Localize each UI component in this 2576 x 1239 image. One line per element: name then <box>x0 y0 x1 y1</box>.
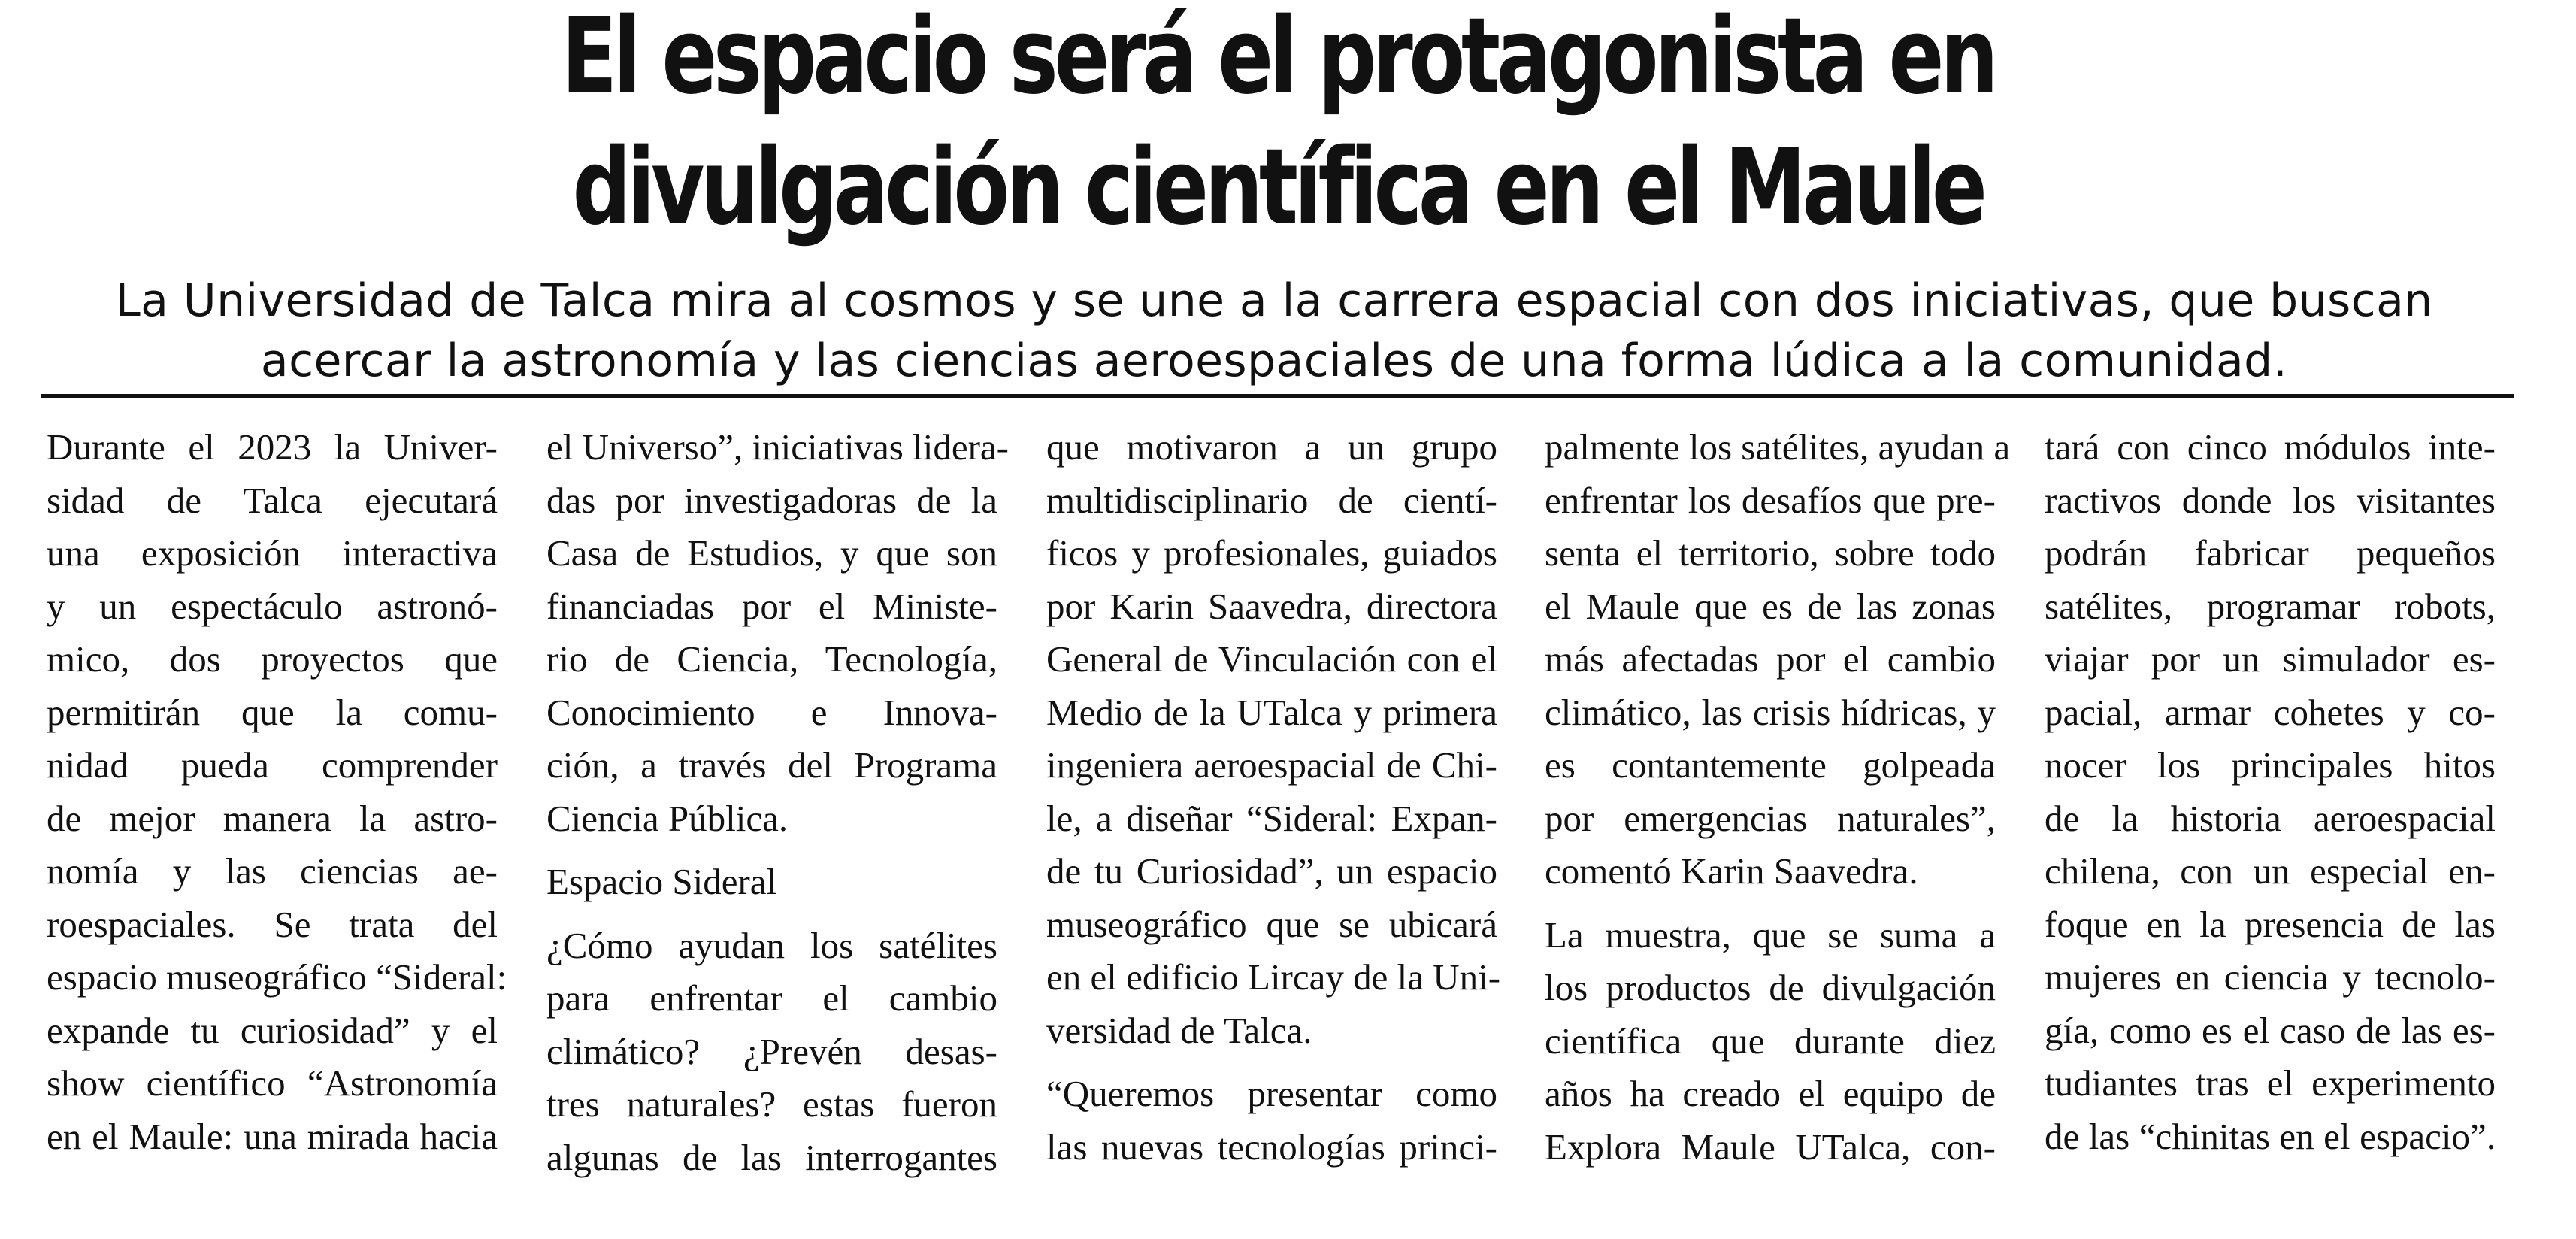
text-line: La muestra, que se suma a <box>1545 913 1996 956</box>
text-line: climático, las crisis hídricas, y <box>1545 691 1996 733</box>
text-line: mujeres en ciencia y tecnolo- <box>2045 956 2496 998</box>
text-line: años ha creado el equipo de <box>1545 1073 1996 1114</box>
text-line: el Maule que es de las zonas <box>1545 585 1996 627</box>
text-line: más afectadas por el cambio <box>1545 638 1996 680</box>
text-line: mico, dos proyectos que <box>47 638 498 680</box>
text-line: museográfico que se ubicará <box>1046 903 1497 945</box>
text-line: ficos y profesionales, guiados <box>1046 532 1497 574</box>
paragraph-gap <box>1545 898 1996 909</box>
text-line: tres naturales? estas fueron <box>546 1083 997 1125</box>
text-line: financiadas por el Ministe- <box>546 585 997 627</box>
text-line: pacial, armar cohetes y co- <box>2045 691 2496 733</box>
text-line: palmente los satélites, ayudan a <box>1545 426 2011 468</box>
text-line: tudiantes tras el experimento <box>2045 1062 2496 1104</box>
text-line: científica que durante diez <box>1545 1019 1996 1062</box>
article-body <box>47 421 2542 1218</box>
text-line: espacio museográfico “Sideral: <box>47 956 507 998</box>
text-line: nomía y las ciencias ae- <box>47 850 498 892</box>
text-line: las nuevas tecnologías princi- <box>1046 1125 1497 1168</box>
text-line: de las “chinitas en el espacio”. <box>2045 1115 2496 1157</box>
text-line: que motivaron a un grupo <box>1046 426 1497 468</box>
paragraph-gap <box>546 909 997 919</box>
text-line: expande tu curiosidad” y el <box>47 1009 498 1051</box>
text-line: ción, a través del Programa <box>546 744 997 786</box>
text-line: satélites, programar robots, <box>2045 585 2496 627</box>
text-line: de tu Curiosidad”, un espacio <box>1046 850 1497 892</box>
text-line: foque en la presencia de las <box>2045 903 2496 945</box>
article-column-5 <box>2045 421 2496 1163</box>
article-column-1 <box>47 421 507 1163</box>
text-line: sidad de Talca ejecutará <box>47 479 498 521</box>
text-line: Durante el 2023 la Univer- <box>47 426 498 468</box>
text-line: show científico “Astronomía <box>47 1062 498 1104</box>
deck-line-2: acercar la astronomía y las ciencias aeroespaciales de una forma lúdica a la comunidad. <box>260 335 2288 387</box>
text-line: viajar por un simulador es- <box>2045 638 2496 680</box>
text-line: “Queremos presentar como <box>1046 1073 1497 1114</box>
text-line: comentó Karin Saavedra. <box>1545 850 1918 892</box>
headline-line-1: El espacio será el protagonista en <box>561 0 1995 118</box>
paragraph-gap <box>1046 1057 1497 1068</box>
text-line: de la historia aeroespacial <box>2045 797 2496 839</box>
text-line: multidisciplinario de cientí- <box>1046 479 1497 521</box>
article-column-4 <box>1545 421 2011 1174</box>
text-line: ractivos donde los visitantes <box>2045 479 2496 521</box>
text-line: Ciencia Pública. <box>546 797 789 839</box>
text-line: para enfrentar el cambio <box>546 977 997 1019</box>
header-rule <box>41 394 2514 398</box>
text-line: General de Vinculación con el <box>1046 638 1497 680</box>
section-subhead: Espacio Sideral <box>546 861 777 902</box>
text-line: versidad de Talca. <box>1046 1009 1312 1051</box>
text-line: los productos de divulgación <box>1545 967 1996 1008</box>
text-line: en el Maule: una mirada hacia <box>47 1115 498 1157</box>
text-line: nidad pueda comprender <box>47 744 498 786</box>
text-line: por Karin Saavedra, directora <box>1046 585 1497 627</box>
text-line: en el edificio Lircay de la Uni- <box>1046 956 1501 998</box>
text-line: le, a diseñar “Sideral: Expan- <box>1046 797 1497 839</box>
article-column-2 <box>546 421 1009 1184</box>
deck-line-1: La Universidad de Talca mira al cosmos y se une a la carrera espacial con dos iniciativas, que buscan <box>115 274 2433 327</box>
text-line: una exposición interactiva <box>47 532 498 574</box>
text-line: Conocimiento e Innova- <box>546 691 997 733</box>
text-line: permitirán que la comu- <box>47 691 498 733</box>
text-line: el Universo”, iniciativas lidera- <box>546 426 1009 468</box>
text-line: Medio de la UTalca y primera <box>1046 691 1497 733</box>
text-line: Casa de Estudios, y que son <box>546 532 997 574</box>
text-line: climático? ¿Prevén desas- <box>546 1030 997 1072</box>
paragraph-gap <box>546 845 997 856</box>
text-line: roespaciales. Se trata del <box>47 903 498 945</box>
text-line: y un espectáculo astronó- <box>47 585 498 627</box>
text-line: algunas de las interrogantes <box>546 1136 997 1178</box>
text-line: tará con cinco módulos inte- <box>2045 426 2496 468</box>
article-column-3 <box>1046 421 1501 1174</box>
text-line: Explora Maule UTalca, con- <box>1545 1125 1996 1168</box>
text-line: enfrentar los desafíos que pre- <box>1545 479 1996 521</box>
text-line: es contantemente golpeada <box>1545 744 1996 786</box>
text-line: gía, como es el caso de las es- <box>2045 1009 2496 1051</box>
text-line: rio de Ciencia, Tecnología, <box>546 638 997 680</box>
text-line: de mejor manera la astro- <box>47 797 498 839</box>
text-line: por emergencias naturales”, <box>1545 797 1996 839</box>
text-line: ingeniera aeroespacial de Chi- <box>1046 744 1497 786</box>
text-line: senta el territorio, sobre todo <box>1545 532 1996 574</box>
text-line: ¿Cómo ayudan los satélites <box>546 924 997 966</box>
text-line: chilena, con un especial en- <box>2045 850 2496 892</box>
headline-line-2: divulgación científica en el Maule <box>572 126 1984 249</box>
text-line: podrán fabricar pequeños <box>2045 532 2496 574</box>
text-line: nocer los principales hitos <box>2045 744 2496 786</box>
text-line: das por investigadoras de la <box>546 479 997 521</box>
